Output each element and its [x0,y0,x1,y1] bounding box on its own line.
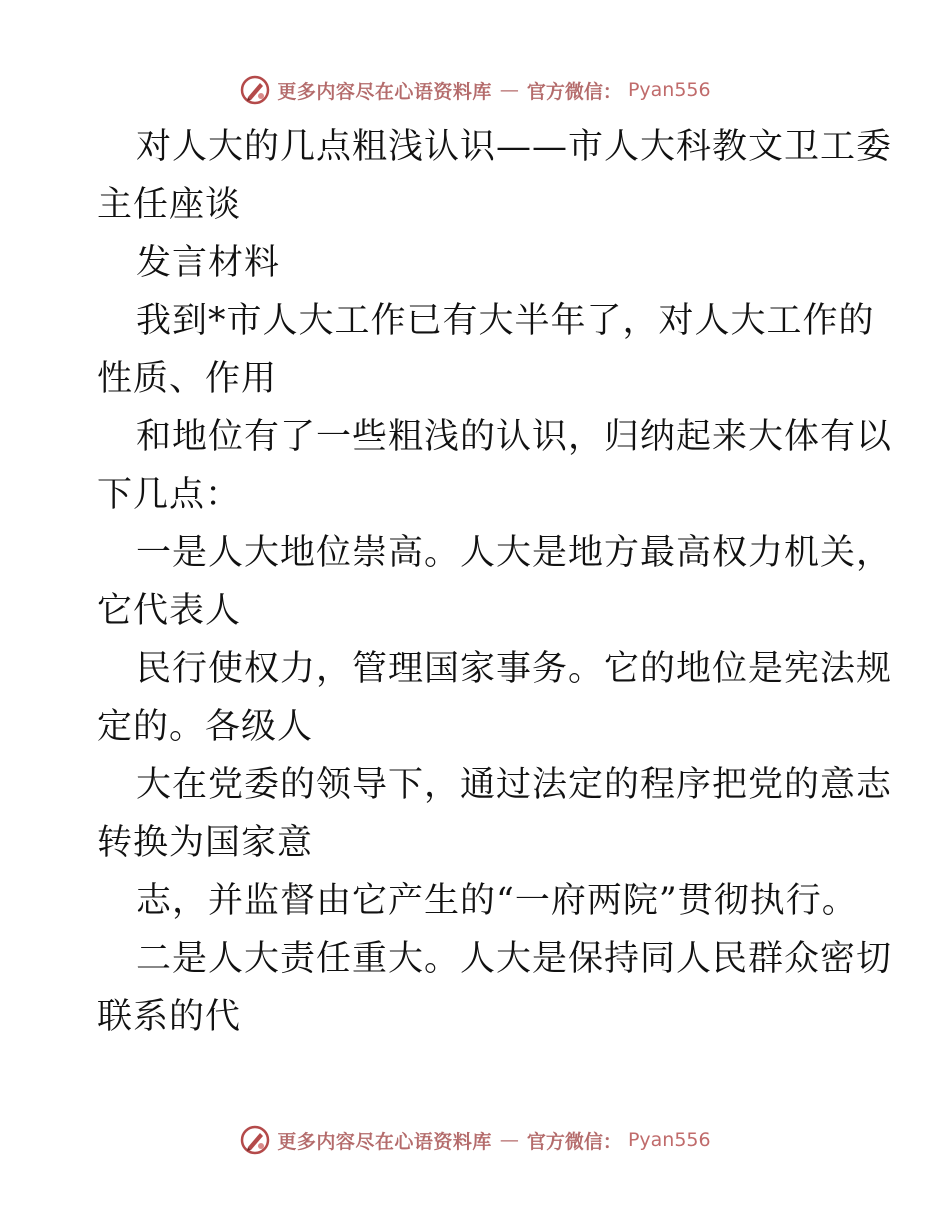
document-body [97,118,893,1046]
document-line: 它代表人 [97,591,242,631]
banner-wechat-label: 官方微信： [526,1130,622,1153]
footer-watermark-banner [0,1120,950,1160]
document-line: 对人大的几点粗浅认识——市人大科教文卫工委 [136,127,893,167]
banner-wechat-id: Pyan556 [627,1129,711,1151]
document-line: 我到*市人大工作已有大半年了，对人大工作的 [136,301,875,341]
banner-title: 更多内容尽在心语资料库 [277,80,492,103]
document-line: 发言材料 [136,243,281,283]
document-line: 大在党委的领导下，通过法定的程序把党的意志 [136,765,893,805]
document-line: 联系的代 [97,997,242,1037]
document-line: 二是人大责任重大。人大是保持同人民群众密切 [136,939,893,979]
red-pen-logo-icon [239,1124,271,1156]
banner-wechat-label: 官方微信： [526,80,622,103]
banner-dash: — [499,1129,519,1151]
banner-title: 更多内容尽在心语资料库 [277,1130,492,1153]
document-line: 主任座谈 [97,185,242,225]
document-line: 下几点： [97,475,242,515]
banner-dash: — [499,79,519,101]
header-watermark-banner [0,70,950,110]
document-line: 志，并监督由它产生的“一府两院”贯彻执行。 [136,881,858,921]
document-line: 性质、作用 [97,359,278,399]
document-line: 一是人大地位崇高。人大是地方最高权力机关， [136,533,893,573]
document-line: 民行使权力，管理国家事务。它的地位是宪法规 [136,649,893,689]
document-line: 和地位有了一些粗浅的认识，归纳起来大体有以 [136,417,893,457]
red-pen-logo-icon [239,74,271,106]
document-line: 转换为国家意 [97,823,314,863]
banner-wechat-id: Pyan556 [627,79,711,101]
document-line: 定的。各级人 [97,707,314,747]
